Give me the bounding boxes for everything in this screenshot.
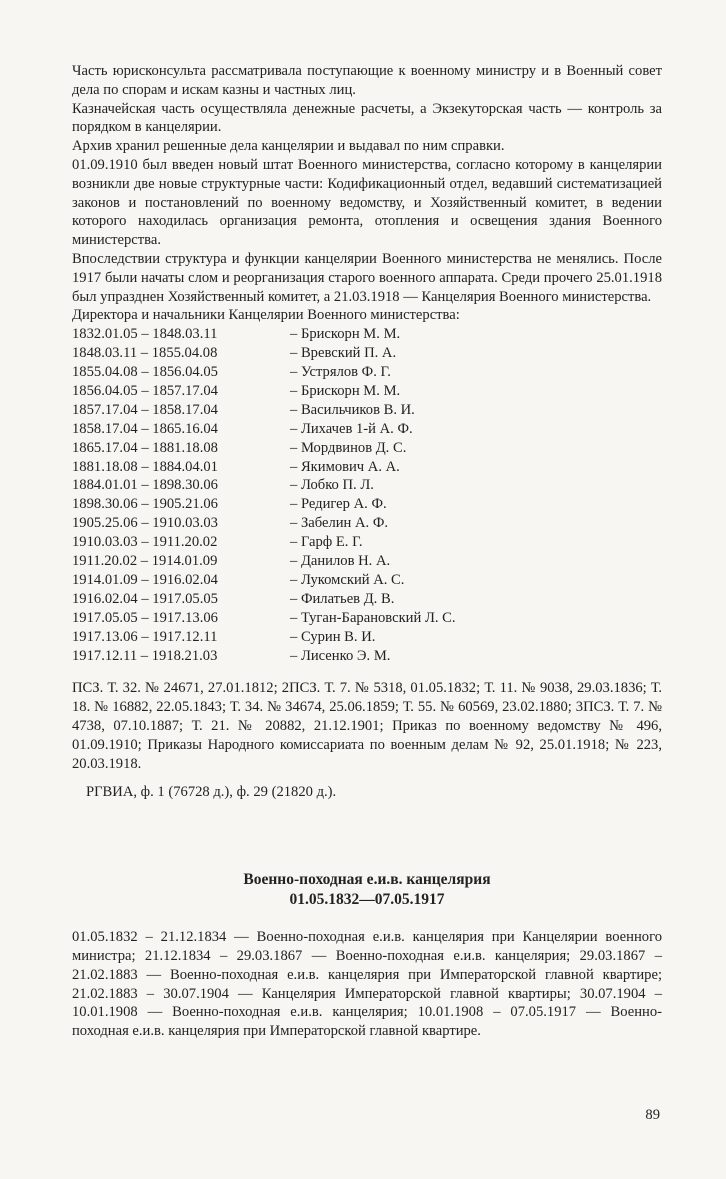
paragraph-treasury-section: Казначейская часть осуществляла денежные расчеты, а Экзекуторская часть — контроль за порядком в канцелярии. [72, 100, 662, 136]
director-name: – Лукомский А. С. [290, 571, 405, 588]
director-name: – Забелин А. Ф. [290, 515, 389, 532]
director-dates: 1911.20.02 – 1914.01.09 [72, 553, 218, 570]
list-item [72, 590, 662, 609]
section-dates: 01.05.1832—07.05.1917 [289, 891, 445, 909]
list-item [72, 533, 662, 552]
directors-heading: Директора и начальники Канцелярии Военного министерства: [72, 307, 460, 324]
list-item [72, 363, 662, 382]
director-dates: 1857.17.04 – 1858.17.04 [72, 401, 218, 418]
director-dates: 1905.25.06 – 1910.03.03 [72, 515, 218, 532]
director-dates: 1914.01.09 – 1916.02.04 [72, 571, 218, 588]
director-name: – Данилов Н. А. [290, 553, 391, 570]
director-dates: 1917.12.11 – 1918.21.03 [72, 647, 218, 664]
director-name: – Брискорн М. М. [290, 326, 401, 343]
paragraph-new-staff-1910: 01.09.1910 был введен новый штат Военного министерства, согласно которому в канцелярии возникли две новые структурные части: Кодификационный отдел, ведавший систематизацией законов и постановлений по военному ведомству, и Хозяйственный комитет, в ведении которого находилась организация ремонта, отопления и освещения здания Военного министерства. [72, 156, 662, 249]
list-item [72, 439, 662, 458]
archive-reference: РГВИА, ф. 1 (76728 д.), ф. 29 (21820 д.). [86, 784, 337, 801]
list-item [72, 514, 662, 533]
director-name: – Якимович А. А. [290, 458, 400, 475]
page-content [72, 62, 662, 1041]
list-item [72, 476, 662, 495]
paragraph-legal-section: Часть юрисконсульта рассматривала поступающие к военному министру и в Военный совет дела по спорам и искам казны и частных лиц. [72, 63, 662, 98]
list-item [72, 609, 662, 628]
director-dates: 1916.02.04 – 1917.05.05 [72, 590, 218, 607]
directors-list [72, 325, 662, 665]
paragraph-reorganization: Впоследствии структура и функции канцелярии Военного министерства не менялись. После 1917 были начаты слом и реорганизация старого военного аппарата. Среди прочего 25.01.1918 был упразднен Хозяйственный комитет, а 21.03.1918 — Канцелярия Военного министерства. [72, 250, 662, 305]
director-dates: 1917.05.05 – 1917.13.06 [72, 609, 218, 626]
director-dates: 1832.01.05 – 1848.03.11 [72, 326, 218, 343]
director-name: – Васильчиков В. И. [290, 401, 415, 418]
director-name: – Мордвинов Д. С. [290, 439, 407, 456]
director-name: – Редигер А. Ф. [290, 496, 387, 513]
director-dates: 1855.04.08 – 1856.04.05 [72, 363, 218, 380]
list-item [72, 552, 662, 571]
director-name: – Лихачев 1-й А. Ф. [290, 420, 413, 437]
director-name: – Гарф Е. Г. [290, 534, 363, 551]
list-item [72, 420, 662, 439]
list-item [72, 628, 662, 647]
section-title: Военно-походная е.и.в. канцелярия [243, 871, 491, 889]
director-dates: 1848.03.11 – 1855.04.08 [72, 345, 218, 362]
director-dates: 1858.17.04 – 1865.16.04 [72, 420, 218, 437]
director-dates: 1917.13.06 – 1917.12.11 [72, 628, 218, 645]
list-item [72, 325, 662, 344]
list-item [72, 382, 662, 401]
section-body: 01.05.1832 – 21.12.1834 — Военно-походная е.и.в. канцелярия при Канцелярии военного министра; 21.12.1834 – 29.03.1867 — Военно-походная е.и.в. канцелярия; 29.03.1867 – 21.02.1883 — Военно-походная е.и.в. канцелярия при Императорской главной квартире; 21.02.1883 – 30.07.1904 — Канцелярия Императорской главной квартиры; 30.07.1904 – 10.01.1908 — Военно-походная е.и.в. канцелярия; 10.01.1908 – 07.05.1917 — Военно-походная е.и.в. канцелярия при Императорской главной квартире. [72, 929, 662, 1040]
director-dates: 1856.04.05 – 1857.17.04 [72, 382, 218, 399]
director-dates: 1881.18.08 – 1884.04.01 [72, 458, 218, 475]
list-item [72, 458, 662, 477]
list-item [72, 495, 662, 514]
page-number: 89 [645, 1107, 660, 1123]
director-dates: 1898.30.06 – 1905.21.06 [72, 496, 218, 513]
list-item [72, 571, 662, 590]
director-dates: 1884.01.01 – 1898.30.06 [72, 477, 218, 494]
director-dates: 1865.17.04 – 1881.18.08 [72, 439, 218, 456]
paragraph-archive-section: Архив хранил решенные дела канцелярии и выдавал по ним справки. [72, 138, 505, 155]
legal-references: ПСЗ. Т. 32. № 24671, 27.01.1812; 2ПСЗ. Т. 7. № 5318, 01.05.1832; Т. 11. № 9038, 29.03.1836; Т. 18. № 16882, 22.05.1843; Т. 34. № 34674, 25.06.1859; Т. 55. № 60569, 23.02.1880; 3ПСЗ. Т. 7. № 4738, 07.10.1887; Т. 21. № 20882, 21.12.1901; Приказ по военному ведомству № 496, 01.09.1910; Приказы Народного комиссариата по военным делам № 92, 25.01.1918; № 223, 20.03.1918. [72, 680, 662, 772]
director-dates: 1910.03.03 – 1911.20.02 [72, 534, 218, 551]
director-name: – Лобко П. Л. [290, 477, 374, 494]
director-name: – Брискорн М. М. [290, 382, 401, 399]
director-name: – Устрялов Ф. Г. [290, 363, 391, 380]
list-item [72, 344, 662, 363]
director-name: – Вревский П. А. [290, 345, 397, 362]
list-item [72, 647, 662, 666]
list-item [72, 401, 662, 420]
director-name: – Туган-Барановский Л. С. [290, 609, 456, 626]
director-name: – Лисенко Э. М. [290, 647, 391, 664]
director-name: – Филатьев Д. В. [290, 590, 395, 607]
director-name: – Сурин В. И. [290, 628, 376, 645]
